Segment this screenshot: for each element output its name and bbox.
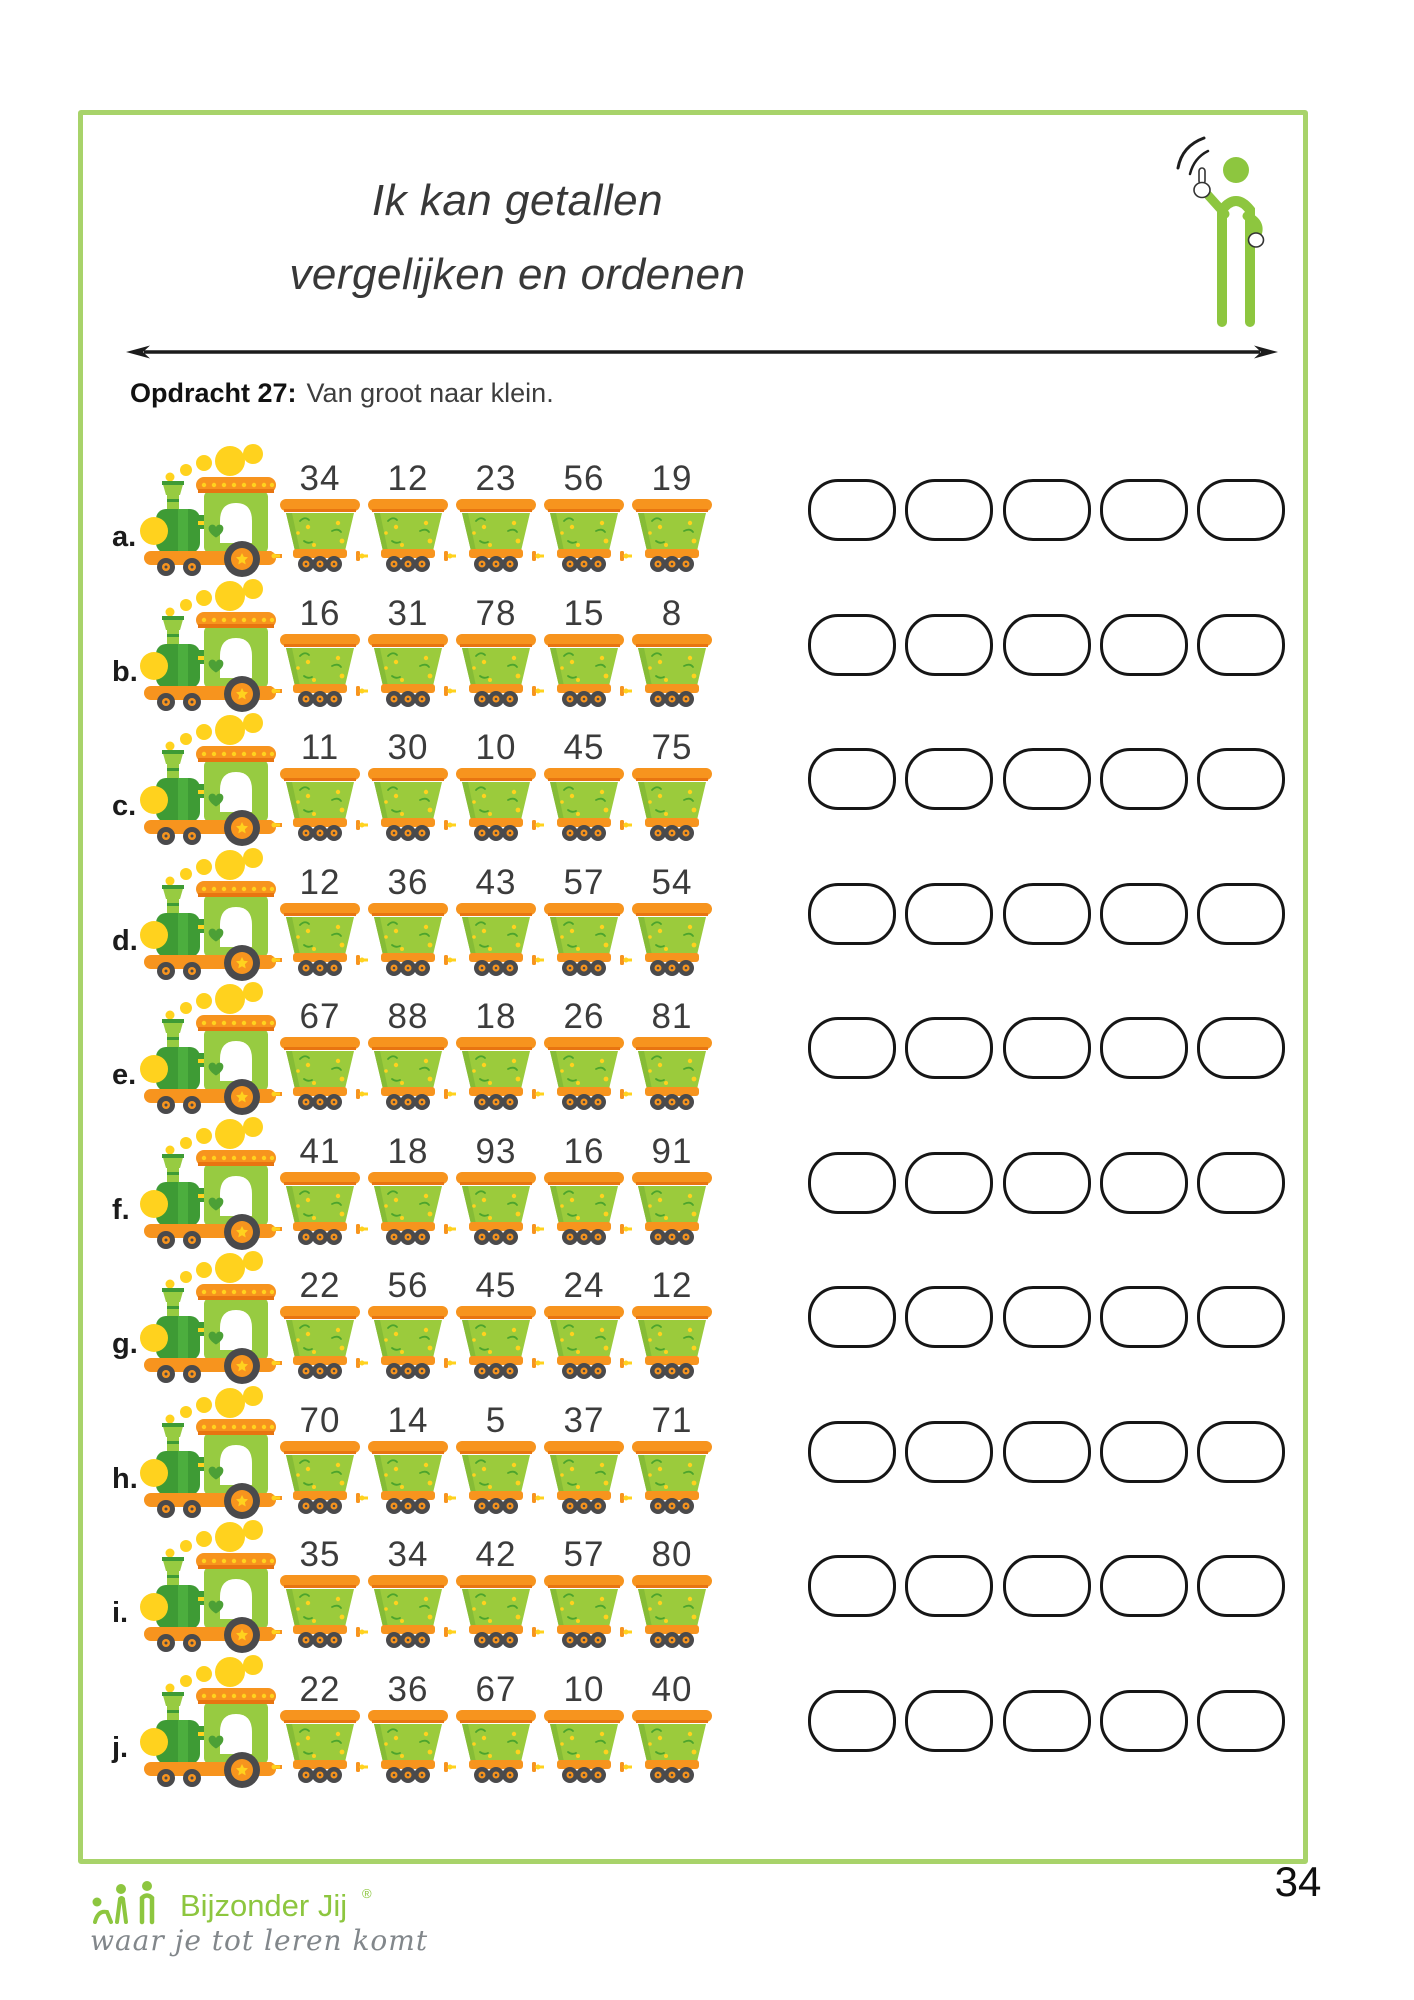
answer-box[interactable] — [1003, 1690, 1091, 1752]
answer-boxes — [0, 1379, 1414, 1514]
answer-box[interactable] — [1197, 1690, 1285, 1752]
row-label: g. — [112, 1328, 138, 1360]
people-logo-icon — [90, 1880, 174, 1926]
wagon-number: 16 — [563, 1131, 605, 1171]
answer-box[interactable] — [1003, 1421, 1091, 1483]
wagon-number: 93 — [475, 1131, 517, 1171]
task-line — [130, 378, 554, 409]
wagon-number: 78 — [475, 593, 517, 633]
wagon-number: 14 — [387, 1400, 429, 1440]
exercise-row — [0, 1648, 1414, 1783]
answer-box[interactable] — [1197, 1152, 1285, 1214]
exercise-row — [0, 706, 1414, 841]
wagon-number: 35 — [299, 1535, 341, 1574]
answer-box[interactable] — [1003, 1286, 1091, 1348]
exercise-row — [0, 975, 1414, 1110]
wagon-number: 10 — [563, 1669, 605, 1709]
answer-box[interactable] — [1003, 748, 1091, 810]
wagon-number: 22 — [299, 1266, 341, 1305]
answer-box[interactable] — [1197, 1555, 1285, 1617]
answer-box[interactable] — [1003, 883, 1091, 945]
wagon-number: 41 — [299, 1131, 341, 1171]
answer-box[interactable] — [905, 1017, 993, 1079]
wagon-number: 81 — [651, 997, 693, 1036]
answer-box[interactable] — [1003, 1555, 1091, 1617]
wagon-number: 67 — [299, 997, 341, 1036]
wagon-number: 40 — [651, 1669, 693, 1709]
wagon-number: 91 — [651, 1131, 693, 1171]
wagon-number: 54 — [651, 862, 693, 902]
wagon-number: 11 — [300, 728, 340, 767]
double-arrow-icon — [124, 344, 1280, 360]
wagon-number: 10 — [475, 728, 517, 767]
wagon-number: 43 — [475, 862, 517, 902]
wagon-number: 5 — [485, 1400, 507, 1440]
answer-box[interactable] — [1100, 748, 1188, 810]
wagon-number: 23 — [475, 459, 517, 498]
answer-box[interactable] — [1197, 1286, 1285, 1348]
wagon-number: 12 — [299, 862, 341, 902]
wagon-number: 18 — [475, 997, 517, 1036]
answer-box[interactable] — [905, 1690, 993, 1752]
answer-box[interactable] — [905, 1421, 993, 1483]
wagon-number: 45 — [563, 728, 605, 767]
answer-box[interactable] — [808, 1017, 896, 1079]
answer-box[interactable] — [1197, 479, 1285, 541]
wagon-number: 36 — [387, 1669, 429, 1709]
wagon-number: 70 — [299, 1400, 341, 1440]
answer-box[interactable] — [1197, 748, 1285, 810]
wagon-number: 56 — [563, 459, 605, 498]
wagon-number: 57 — [563, 862, 605, 902]
exercise-row — [0, 1513, 1414, 1648]
exercise-row — [0, 1244, 1414, 1379]
answer-box[interactable] — [905, 883, 993, 945]
answer-box[interactable] — [808, 1421, 896, 1483]
wagon-number: 22 — [299, 1669, 341, 1709]
wagon-number: 71 — [651, 1400, 693, 1440]
logo-tagline: waar je tot leren komt — [90, 1924, 429, 1957]
wagon-number: 30 — [387, 728, 429, 767]
answer-box[interactable] — [1100, 1286, 1188, 1348]
wagon-number: 75 — [651, 728, 693, 767]
wagon-number: 88 — [387, 997, 429, 1036]
wagon-number: 15 — [563, 593, 605, 633]
exercise-row — [0, 841, 1414, 976]
answer-box[interactable] — [1197, 614, 1285, 676]
answer-box[interactable] — [1100, 1152, 1188, 1214]
answer-box[interactable] — [808, 1286, 896, 1348]
answer-box[interactable] — [808, 1690, 896, 1752]
answer-box[interactable] — [1100, 479, 1188, 541]
wagon-number: 12 — [387, 459, 429, 498]
answer-box[interactable] — [905, 748, 993, 810]
answer-boxes — [0, 1648, 1414, 1783]
answer-boxes — [0, 1513, 1414, 1648]
answer-boxes — [0, 841, 1414, 976]
task-instruction: Van groot naar klein. — [306, 378, 554, 408]
wagon-number: 34 — [299, 459, 341, 498]
wagon-number: 12 — [651, 1266, 693, 1305]
answer-box[interactable] — [1100, 1017, 1188, 1079]
answer-box[interactable] — [905, 1152, 993, 1214]
page-title-line1: Ik kan getallen — [371, 176, 664, 225]
wagon-number: 37 — [563, 1400, 605, 1440]
row-label: j. — [112, 1731, 129, 1764]
answer-box[interactable] — [808, 1152, 896, 1214]
answer-boxes — [0, 437, 1414, 572]
answer-box[interactable] — [1197, 1421, 1285, 1483]
wagon-number: 36 — [387, 862, 429, 902]
wagon-number: 16 — [299, 593, 341, 633]
answer-box[interactable] — [808, 479, 896, 541]
row-label: e. — [112, 1059, 137, 1091]
task-label: Opdracht 27: — [130, 378, 297, 408]
wagon-number: 80 — [651, 1535, 693, 1574]
answer-box[interactable] — [905, 1555, 993, 1617]
rows-container — [0, 437, 1414, 1817]
row-label: h. — [112, 1462, 138, 1495]
page-number: 34 — [1274, 1858, 1322, 1905]
page-title-line2: vergelijken en ordenen — [289, 250, 746, 299]
answer-box[interactable] — [1003, 479, 1091, 541]
answer-box[interactable] — [1003, 614, 1091, 676]
answer-box[interactable] — [905, 479, 993, 541]
wagon-number: 19 — [651, 459, 693, 498]
row-label: b. — [112, 655, 138, 688]
wagon-number: 8 — [661, 593, 683, 633]
logo-text: Bijzonder Jij — [180, 1888, 348, 1923]
row-label: a. — [112, 521, 137, 553]
answer-box[interactable] — [808, 883, 896, 945]
wagon-number: 34 — [387, 1535, 429, 1574]
row-label: i. — [112, 1597, 129, 1629]
answer-box[interactable] — [1100, 1421, 1188, 1483]
answer-box[interactable] — [1197, 883, 1285, 945]
wagon-number: 42 — [475, 1535, 517, 1574]
answer-boxes — [0, 572, 1414, 707]
answer-box[interactable] — [905, 614, 993, 676]
answer-box[interactable] — [808, 614, 896, 676]
page-title — [110, 164, 925, 312]
wagon-number: 56 — [387, 1266, 429, 1305]
wagon-number: 24 — [563, 1266, 605, 1305]
wagon-number: 26 — [563, 997, 605, 1036]
answer-boxes — [0, 975, 1414, 1110]
answer-box[interactable] — [1197, 1017, 1285, 1079]
answer-box[interactable] — [808, 748, 896, 810]
wagon-number: 18 — [387, 1131, 429, 1171]
logo-registered-mark: ® — [362, 1886, 372, 1901]
exercise-row — [0, 1379, 1414, 1514]
answer-boxes — [0, 1244, 1414, 1379]
answer-box[interactable] — [1100, 1690, 1188, 1752]
exercise-row — [0, 437, 1414, 572]
answer-box[interactable] — [1003, 1152, 1091, 1214]
answer-box[interactable] — [1003, 1017, 1091, 1079]
answer-box[interactable] — [1100, 883, 1188, 945]
exercise-row — [0, 1110, 1414, 1245]
wagon-number: 45 — [475, 1266, 517, 1305]
row-label: c. — [112, 790, 137, 822]
row-label: d. — [112, 924, 138, 957]
answer-box[interactable] — [1100, 614, 1188, 676]
answer-boxes — [0, 1110, 1414, 1245]
answer-box[interactable] — [1100, 1555, 1188, 1617]
wagon-number: 67 — [475, 1669, 517, 1709]
wagon-number: 31 — [387, 593, 429, 633]
answer-box[interactable] — [905, 1286, 993, 1348]
wagon-number: 57 — [563, 1535, 605, 1574]
answer-boxes — [0, 706, 1414, 841]
person-pointing-icon — [1150, 126, 1320, 331]
row-label: f. — [112, 1193, 130, 1226]
exercise-row — [0, 572, 1414, 707]
answer-box[interactable] — [808, 1555, 896, 1617]
